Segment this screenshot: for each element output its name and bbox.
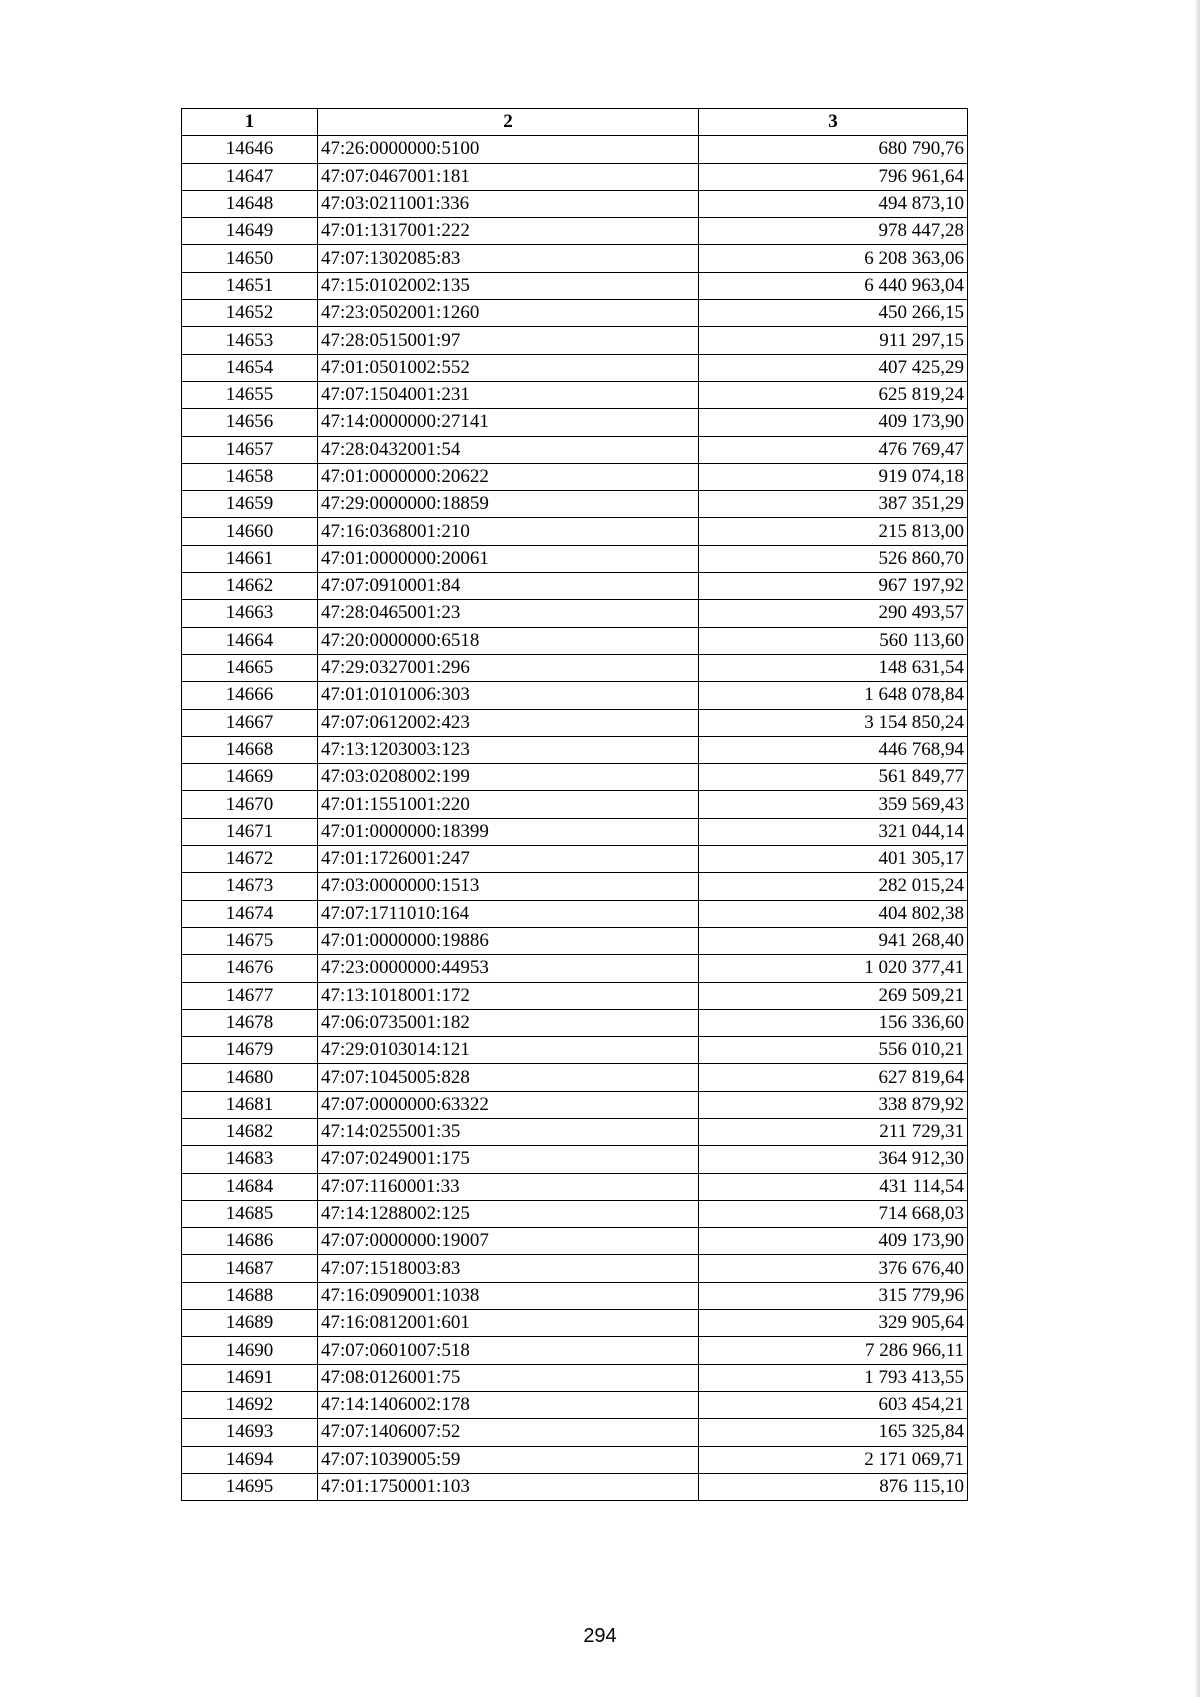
value-cell: 919 074,18 [699,463,968,490]
table-row [182,1064,968,1091]
value-cell: 282 015,24 [699,873,968,900]
table-row [182,245,968,272]
row-number-cell: 14660 [182,518,318,545]
table-row [182,381,968,408]
cadastral-number-cell: 47:01:0501002:552 [318,354,699,381]
cadastral-number-cell: 47:29:0327001:296 [318,654,699,681]
value-cell: 2 171 069,71 [699,1446,968,1473]
table-row [182,327,968,354]
page-number: 294 [583,1625,617,1647]
cadastral-number-cell: 47:07:0612002:423 [318,709,699,736]
row-number-cell: 14679 [182,1037,318,1064]
table-row [182,846,968,873]
table-row [182,545,968,572]
value-cell: 603 454,21 [699,1391,968,1418]
row-number-cell: 14649 [182,218,318,245]
cadastral-number-cell: 47:14:0255001:35 [318,1118,699,1145]
cadastral-number-cell: 47:07:0249001:175 [318,1146,699,1173]
row-number-cell: 14673 [182,873,318,900]
cadastral-number-cell: 47:01:0000000:20061 [318,545,699,572]
cadastral-number-cell: 47:29:0000000:18859 [318,491,699,518]
table-row [182,1473,968,1500]
cadastral-number-cell: 47:28:0465001:23 [318,600,699,627]
value-cell: 6 440 963,04 [699,272,968,299]
table-row [182,1255,968,1282]
value-cell: 431 114,54 [699,1173,968,1200]
row-number-cell: 14671 [182,818,318,845]
data-table [181,108,968,1501]
row-number-cell: 14656 [182,409,318,436]
value-cell: 556 010,21 [699,1037,968,1064]
row-number-cell: 14651 [182,272,318,299]
row-number-cell: 14694 [182,1446,318,1473]
row-number-cell: 14689 [182,1310,318,1337]
table-row [182,627,968,654]
row-number-cell: 14657 [182,436,318,463]
cadastral-number-cell: 47:01:0000000:19886 [318,927,699,954]
value-cell: 409 173,90 [699,409,968,436]
cadastral-number-cell: 47:01:1750001:103 [318,1473,699,1500]
value-cell: 494 873,10 [699,190,968,217]
cadastral-number-cell: 47:03:0211001:336 [318,190,699,217]
table-row [182,491,968,518]
row-number-cell: 14692 [182,1391,318,1418]
cadastral-number-cell: 47:07:1039005:59 [318,1446,699,1473]
row-number-cell: 14691 [182,1364,318,1391]
table-row [182,573,968,600]
value-cell: 561 849,77 [699,764,968,791]
table-row [182,518,968,545]
value-cell: 967 197,92 [699,573,968,600]
cadastral-number-cell: 47:07:0467001:181 [318,163,699,190]
cadastral-number-cell: 47:06:0735001:182 [318,1009,699,1036]
cadastral-number-cell: 47:08:0126001:75 [318,1364,699,1391]
table-row [182,1146,968,1173]
table-row [182,764,968,791]
value-cell: 978 447,28 [699,218,968,245]
table-row [182,300,968,327]
row-number-cell: 14653 [182,327,318,354]
row-number-cell: 14681 [182,1091,318,1118]
table-row [182,927,968,954]
value-cell: 401 305,17 [699,846,968,873]
value-cell: 215 813,00 [699,518,968,545]
value-cell: 1 793 413,55 [699,1364,968,1391]
value-cell: 796 961,64 [699,163,968,190]
cadastral-number-cell: 47:07:1406007:52 [318,1419,699,1446]
cadastral-number-cell: 47:23:0502001:1260 [318,300,699,327]
row-number-cell: 14658 [182,463,318,490]
table-row [182,654,968,681]
table-row [182,1037,968,1064]
value-cell: 1 648 078,84 [699,682,968,709]
row-number-cell: 14664 [182,627,318,654]
table-row [182,163,968,190]
value-cell: 560 113,60 [699,627,968,654]
table-row [182,463,968,490]
table-row [182,436,968,463]
row-number-cell: 14687 [182,1255,318,1282]
cadastral-number-cell: 47:13:1018001:172 [318,982,699,1009]
row-number-cell: 14661 [182,545,318,572]
value-cell: 404 802,38 [699,900,968,927]
table-row [182,409,968,436]
table-row [182,1118,968,1145]
table-row [182,1009,968,1036]
row-number-cell: 14685 [182,1200,318,1227]
table-row [182,873,968,900]
cadastral-number-cell: 47:03:0208002:199 [318,764,699,791]
cadastral-number-cell: 47:01:1551001:220 [318,791,699,818]
row-number-cell: 14648 [182,190,318,217]
cadastral-number-cell: 47:07:1160001:33 [318,1173,699,1200]
row-number-cell: 14654 [182,354,318,381]
cadastral-number-cell: 47:07:1518003:83 [318,1255,699,1282]
table-row [182,190,968,217]
value-cell: 627 819,64 [699,1064,968,1091]
table-row [182,1419,968,1446]
page-edge-shadow [1194,0,1200,1697]
row-number-cell: 14695 [182,1473,318,1500]
table-row [182,1173,968,1200]
table-row [182,1282,968,1309]
value-cell: 446 768,94 [699,736,968,763]
cadastral-number-cell: 47:14:1406002:178 [318,1391,699,1418]
value-cell: 269 509,21 [699,982,968,1009]
cadastral-number-cell: 47:16:0368001:210 [318,518,699,545]
cadastral-number-cell: 47:07:1302085:83 [318,245,699,272]
value-cell: 680 790,76 [699,136,968,163]
table-row [182,600,968,627]
cadastral-number-cell: 47:07:0601007:518 [318,1337,699,1364]
cadastral-number-cell: 47:20:0000000:6518 [318,627,699,654]
value-cell: 148 631,54 [699,654,968,681]
value-cell: 941 268,40 [699,927,968,954]
value-cell: 165 325,84 [699,1419,968,1446]
table-body [182,136,968,1501]
value-cell: 156 336,60 [699,1009,968,1036]
row-number-cell: 14688 [182,1282,318,1309]
value-cell: 407 425,29 [699,354,968,381]
table-row [182,1364,968,1391]
value-cell: 6 208 363,06 [699,245,968,272]
value-cell: 3 154 850,24 [699,709,968,736]
value-cell: 376 676,40 [699,1255,968,1282]
cadastral-number-cell: 47:23:0000000:44953 [318,955,699,982]
row-number-cell: 14670 [182,791,318,818]
row-number-cell: 14677 [182,982,318,1009]
cadastral-number-cell: 47:01:0000000:18399 [318,818,699,845]
row-number-cell: 14693 [182,1419,318,1446]
table-row [182,354,968,381]
value-cell: 526 860,70 [699,545,968,572]
table-row [182,709,968,736]
cadastral-number-cell: 47:03:0000000:1513 [318,873,699,900]
value-cell: 211 729,31 [699,1118,968,1145]
value-cell: 876 115,10 [699,1473,968,1500]
column-header-1: 1 [182,109,318,136]
row-number-cell: 14690 [182,1337,318,1364]
value-cell: 911 297,15 [699,327,968,354]
row-number-cell: 14675 [182,927,318,954]
value-cell: 7 286 966,11 [699,1337,968,1364]
value-cell: 359 569,43 [699,791,968,818]
table-row [182,136,968,163]
row-number-cell: 14646 [182,136,318,163]
cadastral-number-cell: 47:16:0909001:1038 [318,1282,699,1309]
value-cell: 450 266,15 [699,300,968,327]
row-number-cell: 14668 [182,736,318,763]
value-cell: 338 879,92 [699,1091,968,1118]
cadastral-number-cell: 47:07:0910001:84 [318,573,699,600]
cadastral-number-cell: 47:15:0102002:135 [318,272,699,299]
table-row [182,818,968,845]
row-number-cell: 14667 [182,709,318,736]
value-cell: 409 173,90 [699,1228,968,1255]
value-cell: 321 044,14 [699,818,968,845]
cadastral-number-cell: 47:14:1288002:125 [318,1200,699,1227]
table-row [182,1310,968,1337]
value-cell: 714 668,03 [699,1200,968,1227]
row-number-cell: 14659 [182,491,318,518]
table-row [182,982,968,1009]
row-number-cell: 14665 [182,654,318,681]
table-row [182,1091,968,1118]
row-number-cell: 14655 [182,381,318,408]
cadastral-number-cell: 47:07:1504001:231 [318,381,699,408]
row-number-cell: 14678 [182,1009,318,1036]
row-number-cell: 14680 [182,1064,318,1091]
cadastral-number-cell: 47:13:1203003:123 [318,736,699,763]
table-row [182,791,968,818]
row-number-cell: 14652 [182,300,318,327]
cadastral-number-cell: 47:07:0000000:19007 [318,1228,699,1255]
column-header-2: 2 [318,109,699,136]
row-number-cell: 14686 [182,1228,318,1255]
table-header-row [182,109,968,136]
table-row [182,218,968,245]
cadastral-number-cell: 47:01:1317001:222 [318,218,699,245]
row-number-cell: 14682 [182,1118,318,1145]
value-cell: 315 779,96 [699,1282,968,1309]
table-row [182,1228,968,1255]
row-number-cell: 14684 [182,1173,318,1200]
table-row [182,1446,968,1473]
row-number-cell: 14674 [182,900,318,927]
row-number-cell: 14676 [182,955,318,982]
table-row [182,900,968,927]
cadastral-number-cell: 47:07:0000000:63322 [318,1091,699,1118]
value-cell: 364 912,30 [699,1146,968,1173]
cadastral-number-cell: 47:07:1711010:164 [318,900,699,927]
value-cell: 1 020 377,41 [699,955,968,982]
row-number-cell: 14650 [182,245,318,272]
cadastral-number-cell: 47:28:0432001:54 [318,436,699,463]
value-cell: 625 819,24 [699,381,968,408]
row-number-cell: 14669 [182,764,318,791]
table-row [182,682,968,709]
cadastral-number-cell: 47:01:0101006:303 [318,682,699,709]
table-row [182,1337,968,1364]
row-number-cell: 14662 [182,573,318,600]
value-cell: 329 905,64 [699,1310,968,1337]
row-number-cell: 14683 [182,1146,318,1173]
value-cell: 476 769,47 [699,436,968,463]
table-row [182,1391,968,1418]
row-number-cell: 14666 [182,682,318,709]
table-row [182,955,968,982]
cadastral-number-cell: 47:01:1726001:247 [318,846,699,873]
row-number-cell: 14672 [182,846,318,873]
value-cell: 387 351,29 [699,491,968,518]
table-row [182,272,968,299]
column-header-3: 3 [699,109,968,136]
cadastral-number-cell: 47:29:0103014:121 [318,1037,699,1064]
cadastral-number-cell: 47:01:0000000:20622 [318,463,699,490]
cadastral-number-cell: 47:28:0515001:97 [318,327,699,354]
row-number-cell: 14647 [182,163,318,190]
table-row [182,1200,968,1227]
cadastral-number-cell: 47:16:0812001:601 [318,1310,699,1337]
value-cell: 290 493,57 [699,600,968,627]
row-number-cell: 14663 [182,600,318,627]
table-row [182,736,968,763]
cadastral-number-cell: 47:26:0000000:5100 [318,136,699,163]
cadastral-number-cell: 47:07:1045005:828 [318,1064,699,1091]
cadastral-number-cell: 47:14:0000000:27141 [318,409,699,436]
